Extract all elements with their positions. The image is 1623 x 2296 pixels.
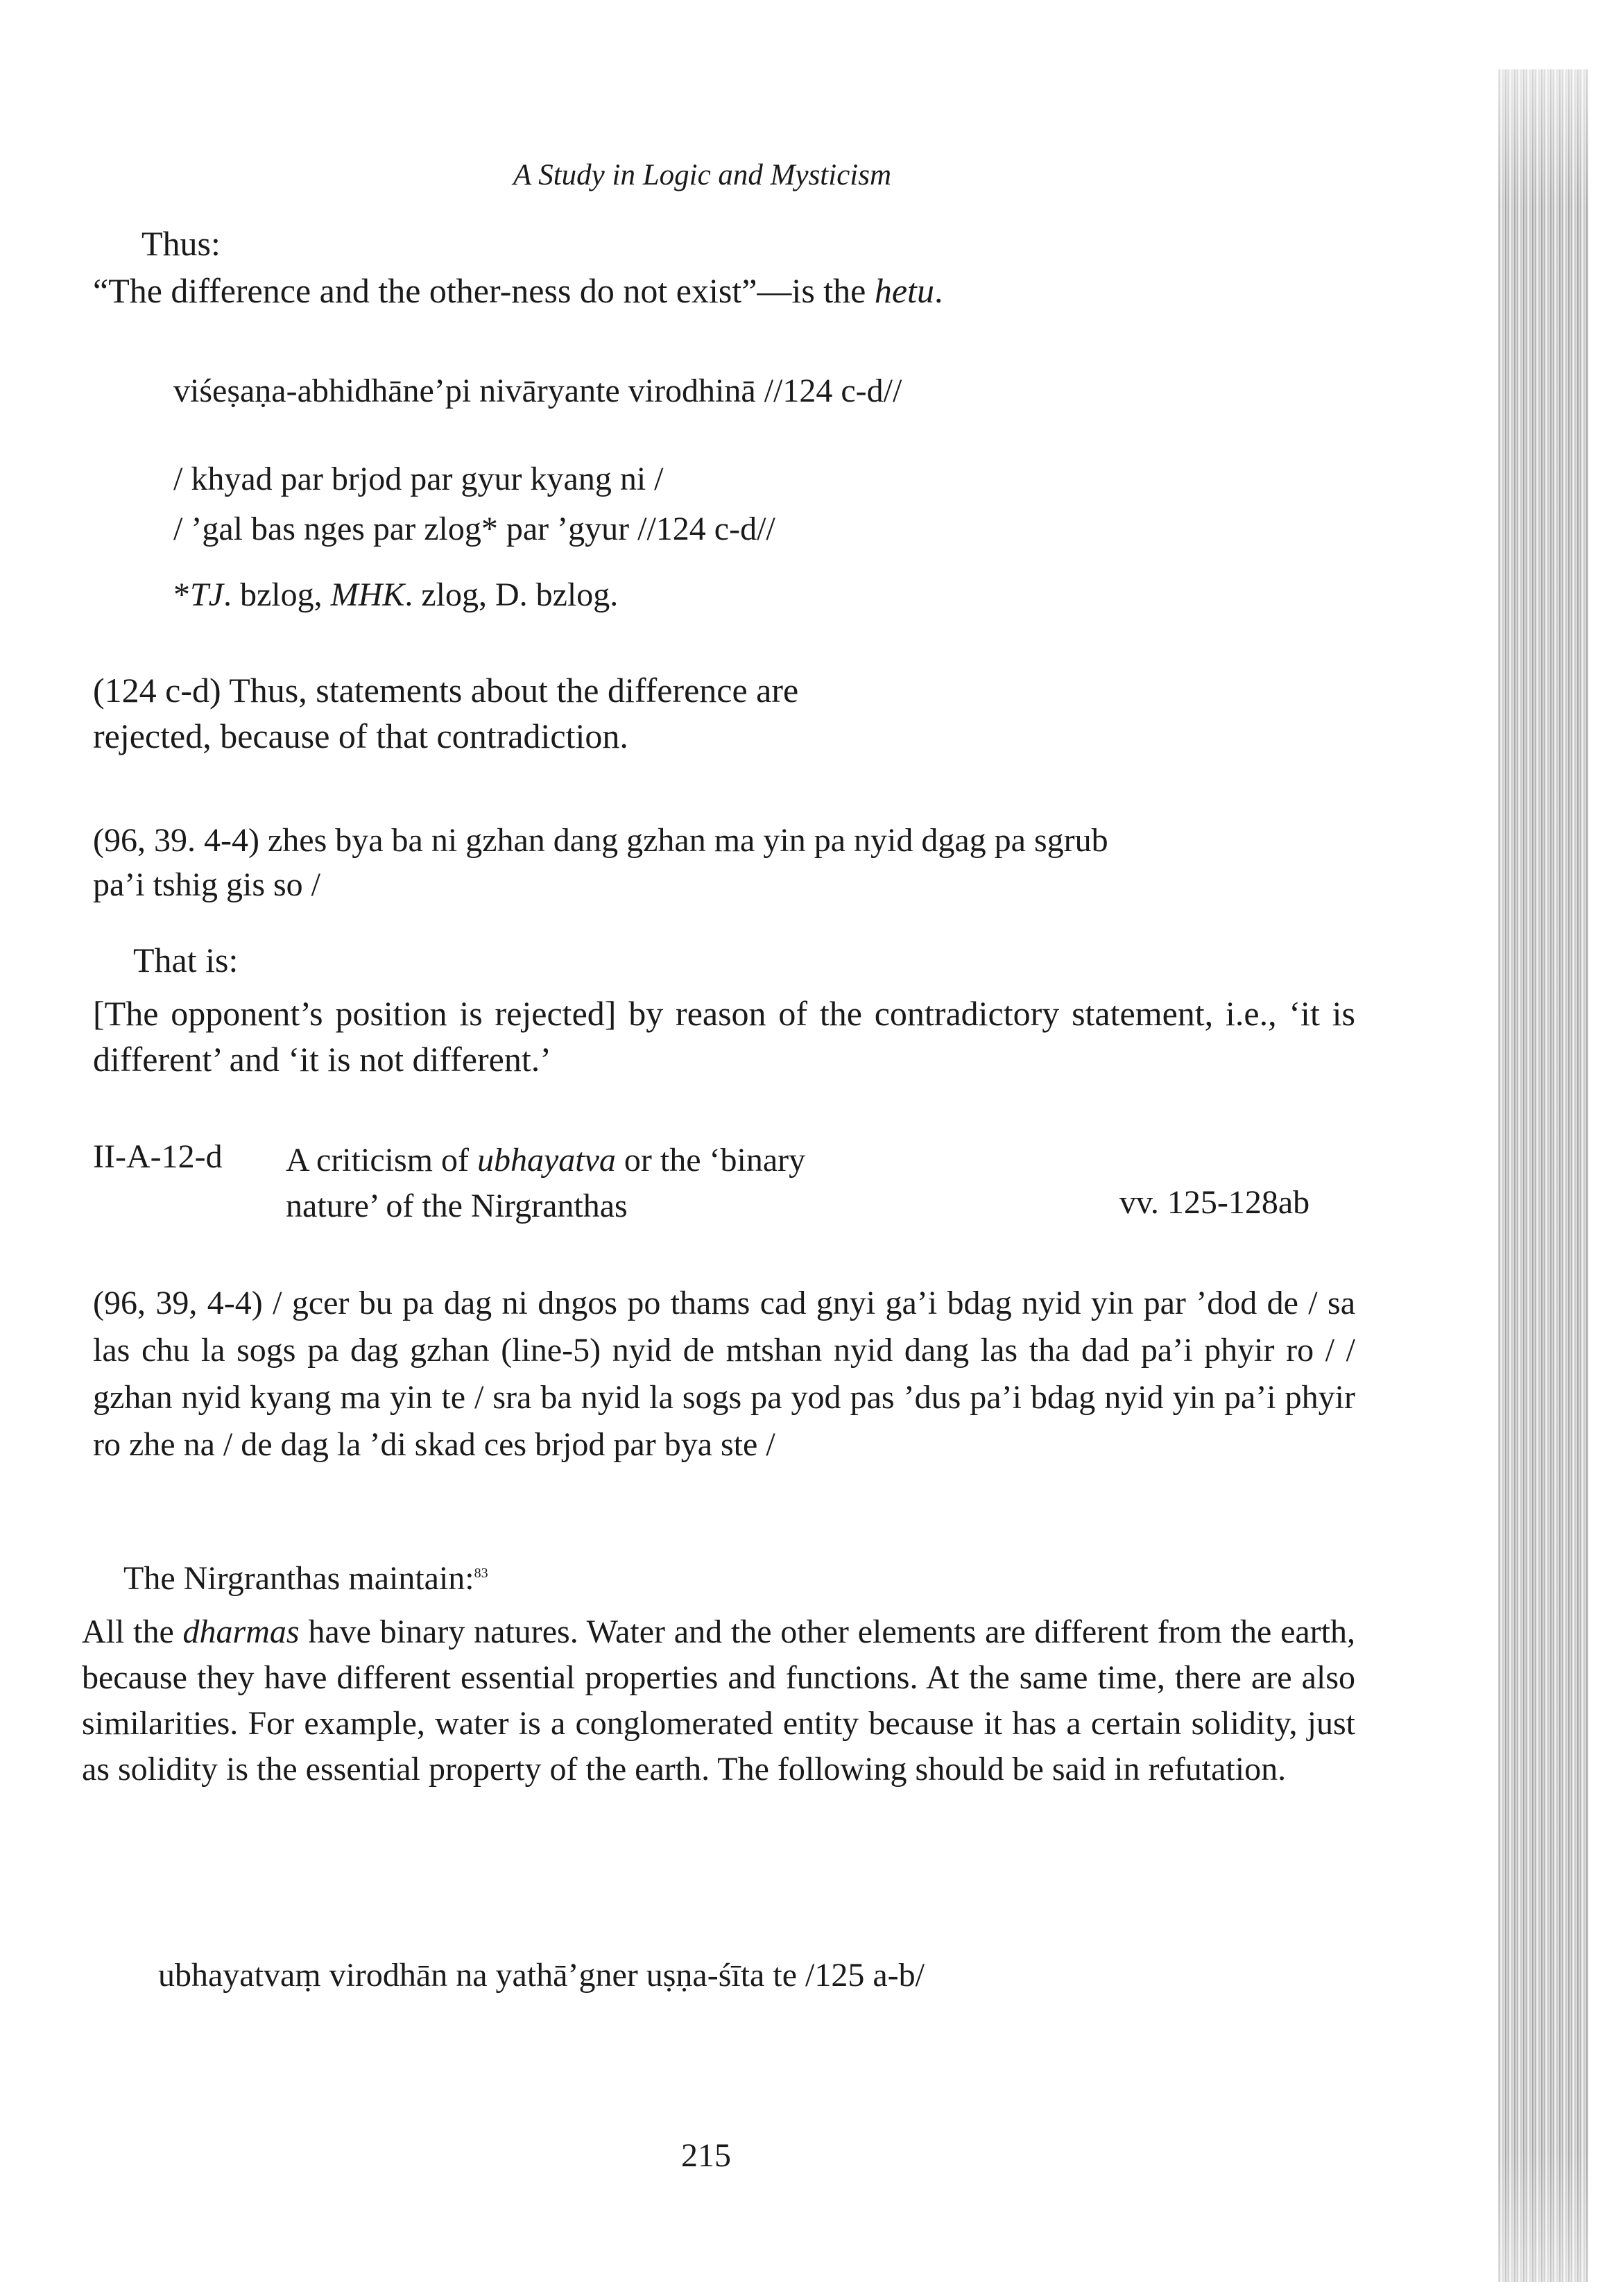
tibetan-commentary-line-2: pa’i tshig gis so / xyxy=(93,866,321,903)
tibetan-commentary-line-1: (96, 39. 4-4) zhes bya ba ni gzhan dang gzhan ma yin pa nyid dgag pa sgrub xyxy=(93,822,1108,859)
tibetan-verse-line-2: / ’gal bas nges par zlog* par ’gyur //124 c-d// xyxy=(173,511,775,547)
commentary-translation-1: [The opponent’s position is rejected] by reason of the contradictory statement, i.e., ‘it is different’ and ‘it is not different.’ xyxy=(93,994,1355,1079)
nirgranthas-part-1: All the xyxy=(82,1613,183,1650)
hetu-statement-text: “The difference and the other-ness do not exist”—is the xyxy=(93,271,875,310)
tibetan-verse-line-1: / khyad par brjod par gyur kyang ni / xyxy=(173,461,664,497)
translation-124cd xyxy=(93,667,798,759)
tibetan-verse-124cd xyxy=(173,454,775,554)
running-header: A Study in Logic and Mysticism xyxy=(513,159,892,191)
tibetan-commentary-1 xyxy=(93,819,1108,907)
variant-reading-note xyxy=(173,576,618,614)
translation-line-1: (124 c-d) Thus, statements about the difference are xyxy=(93,671,799,710)
note-part-2: . zlog, D. bzlog. xyxy=(404,576,619,613)
section-title-part-1: A criticism of xyxy=(286,1142,477,1179)
that-is-label: That is: xyxy=(133,941,239,979)
translation-line-2: rejected, because of that contradiction. xyxy=(93,717,628,755)
thus-label: Thus: xyxy=(141,224,221,263)
section-title-part-2: or the ‘binary xyxy=(615,1142,806,1179)
dharmas-term: dharmas xyxy=(182,1613,300,1650)
hetu-statement-end: . xyxy=(934,271,943,310)
page-edge-shadow xyxy=(1498,69,1588,2282)
section-verse-reference: vv. 125-128ab xyxy=(1119,1184,1310,1221)
hetu-statement xyxy=(93,271,943,311)
section-title-line-2: nature’ of the Nirgranthas xyxy=(286,1188,628,1224)
page-number: 215 xyxy=(681,2137,731,2174)
sanskrit-verse-124cd: viśeṣaṇa-abhidhāne’pi nivāryante virodhinā //124 c-d// xyxy=(173,372,902,409)
footnote-marker: 83 xyxy=(474,1566,488,1581)
section-title-line-1 xyxy=(286,1138,805,1183)
section-id: II-A-12-d xyxy=(93,1138,223,1175)
section-title xyxy=(286,1138,805,1229)
note-star: * xyxy=(173,576,190,613)
nirgranthas-intro xyxy=(123,1559,488,1597)
note-mhk: MHK xyxy=(330,576,405,613)
tibetan-commentary-2: (96, 39, 4-4) / gcer bu pa dag ni dngos po thams cad gnyi ga’i bdag nyid yin par ’dod de / sa las chu la sogs pa dag gzhan (line-5) nyid de mtshan nyid dang las tha dad pa’i phyir ro / / gzhan nyid kyang ma yin te / sra ba nyid la sogs pa yod pas ’dus pa’i bdag nyid yin pa’i phyir ro zhe na / de dag la ’di skad ces brjod par bya ste / xyxy=(93,1285,1355,1463)
nirgranthas-paragraph xyxy=(82,1609,1355,1792)
note-part-1: . bzlog, xyxy=(223,576,331,613)
nirgranthas-intro-text: The Nirgranthas maintain: xyxy=(123,1560,474,1597)
sanskrit-verse-125ab: ubhayatvaṃ virodhān na yathā’gner uṣṇa-śīta te /125 a-b/ xyxy=(158,1957,925,1994)
hetu-term: hetu xyxy=(874,271,934,310)
note-tj: TJ xyxy=(190,576,223,613)
nirgranthas-part-2: have binary natures. Water and the other elements are different from the earth, because they have different essential properties and functions. At the same time, there are also similarities. For example, water is a conglomerated entity because it has a certain solidity, just as solidity is the essential property of the earth. The following should be said in refutation. xyxy=(82,1613,1355,1788)
section-title-term: ubhayatva xyxy=(476,1142,616,1179)
